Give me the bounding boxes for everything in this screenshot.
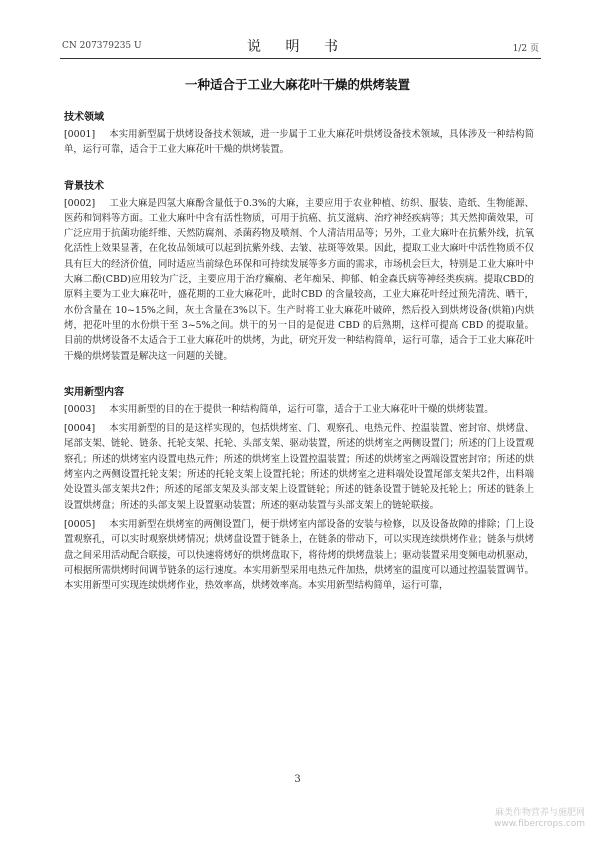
document-body <box>64 108 534 606</box>
paragraph-text: 本实用新型属于烘烤设备技术领域，进一步属于工业大麻花叶烘烤设备技术领域，具体涉及一种结构简单，运行可靠，适合于工业大麻花叶干燥的烘烤装置。 <box>64 129 534 156</box>
paragraph-number: [0002] <box>64 197 96 209</box>
paragraph-number: [0003] <box>64 403 96 415</box>
site-watermark <box>494 808 585 830</box>
paragraph-number: [0001] <box>64 129 96 140</box>
paragraph-0002 <box>64 196 534 364</box>
paragraph-text: 本实用新型在烘烤室的两侧设置门，便于烘烤室内部设备的安装与检修，以及设备故障的排除；门上设置观察孔，可以实时观察烘烤情况；烘烤盘设置于链条上，在链条的带动下，可以实现连续烘烤作业；链条与烘烤盘之间采用活动配合联接，可以快速将烤好的烘烤盘取下，将待烤的烘烤盘装上；驱动装置采用变频电动机驱动，可根据所需烘烤时间调节链条的运行速度。本实用新型采用电热元件加热，烘烤室的温度可以通过控温装置调节。本实用新型可实现连续烘烤作业，热效率高，烘烤效率高。本实用新型结构简单，运行可靠， <box>64 518 534 592</box>
paragraph-text: 本实用新型的目的是这样实现的，包括烘烤室、门、观察孔、电热元件、控温装置、密封帘、烘烤盘、尾部支架、链轮、链条、托轮支架、托轮、头部支架、驱动装置，所述的烘烤室之两侧设置门；所述的门上设置观察孔；所述的烘烤室内设置电热元件；所述的烘烤室上设置控温装置；所述的烘烤室之两端设置密封帘；所述的烘烤室内之两侧设置托轮支架；所述的托轮支架上设置托轮；所述的烘烤室之进料端处设置尾部支架共2件，出料端处设置头部支架共2件；所述的尾部支架及头部支架上设置链轮；所述的链条设置于链轮及托轮上；所述的链条上设置烘烤盘；所述的头部支架上设置驱动装置；所述的驱动装置与头部支架上的链轮联接。 <box>64 423 534 511</box>
paragraph-number: [0004] <box>64 423 96 435</box>
watermark-site-name: 麻类作物营养与施肥网 <box>494 808 585 818</box>
page-number: 3 <box>294 774 301 785</box>
patent-number: CN 207379235 U <box>62 41 142 51</box>
paragraph-text: 本实用新型的目的在于提供一种结构简单，运行可靠，适合于工业大麻花叶干燥的烘烤装置。 <box>109 403 494 415</box>
document-title: 一种适合于工业大麻花叶干燥的烘烤装置 <box>184 77 410 92</box>
paragraph-0001 <box>64 127 534 158</box>
section-heading-background: 背景技术 <box>64 180 104 192</box>
section-heading-content: 实用新型内容 <box>64 386 124 398</box>
paragraph-number: [0005] <box>64 518 96 530</box>
watermark-url: www.fibercrops.com <box>494 819 585 829</box>
header-divider <box>60 58 541 59</box>
paragraph-0004 <box>64 421 534 513</box>
paragraph-0005 <box>64 517 534 593</box>
header-title: 说 明 书 <box>247 39 348 55</box>
page-indicator: 1/2 页 <box>512 44 539 54</box>
paragraph-text: 工业大麻是四氢大麻酚含量低于0.3%的大麻，主要应用于农业种植、纺织、服装、造纸、生物能源、医药和饲料等方面。工业大麻叶中含有活性物质，可用于抗癌、抗艾滋病、治疗神经疾病等；其天然抑菌效果，可广泛应用于抗菌功能纤维、天然防腐剂、杀菌药物及喷剂、个人清洁用品等；另外，工业大麻叶在抗紫外线，抗氧化活性上效果显著，在化妆品领域可以起到抗紫外线、去皱、祛斑等效果。因此，提取工业大麻叶中活性物质不仅具有巨大的经济价值，同时适应当前绿色环保和可持续发展等多方面的需求，市场机会巨大，特别是工业大麻叶中大麻二酚(CBD)应用较为广泛，主要应用于治疗癫痫、老年痴呆、抑郁、帕金森氏病等神经类疾病。提取CBD的原料主要为工业大麻花叶，盛花期的工业大麻花叶，此时CBD 的含量较高，工业大麻花叶经过预先清洗、晒干，水份含量在 10~15%之间，灰土含量在3%以下。生产时将工业大麻花叶破碎，然后投入到烘烤设备(烘箱)内烘烤，把花叶里的水份烘干至 3~5%之间。烘干的另一目的是促进 CBD 的后熟期，这样可提高 CBD 的提取量。目前的烘烤设备不太适合于工业大麻花叶的烘烤，为此，研究开发一种结构简单，运行可靠，适合于工业大麻花叶干燥的烘烤装置是解决这一问题的关键。 <box>64 197 534 362</box>
section-heading-tech-field: 技术领域 <box>64 112 104 123</box>
paragraph-0003 <box>64 402 534 417</box>
